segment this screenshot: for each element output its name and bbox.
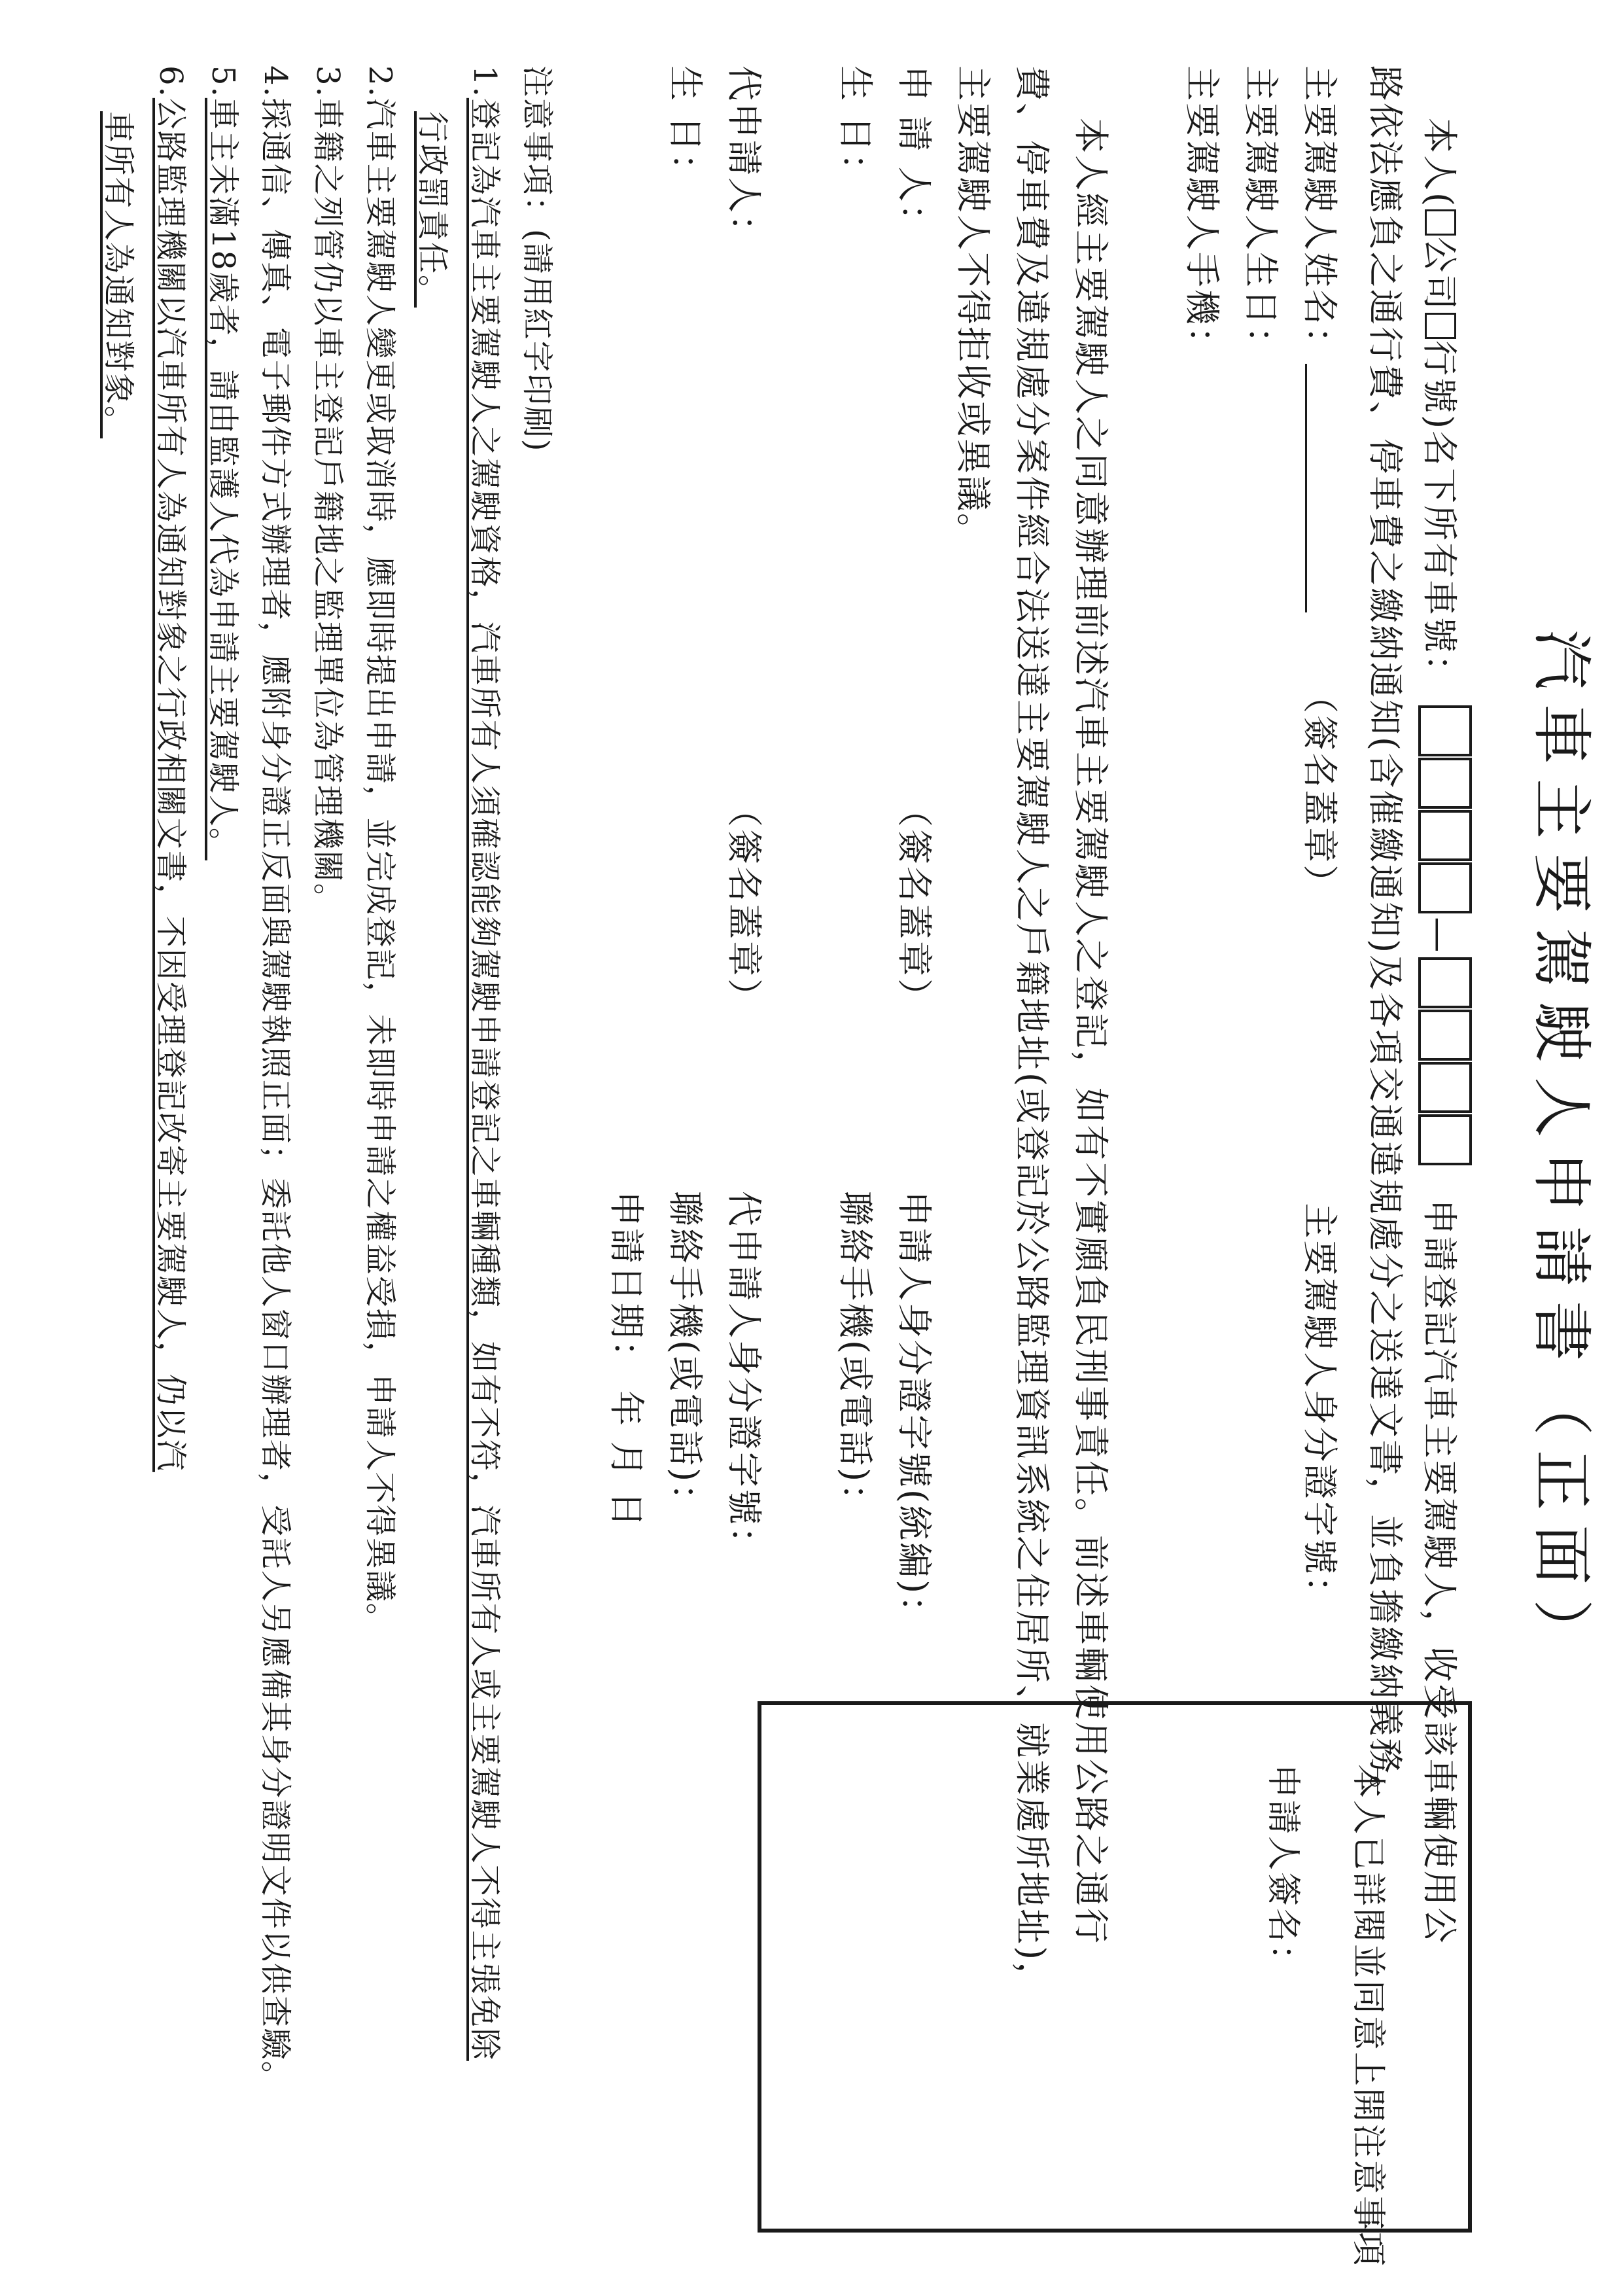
agent-birth-label: 生 日： [665,65,706,191]
company-checkbox[interactable] [1425,209,1456,236]
notes-heading: 注意事項：(請用紅字印刷) [519,65,555,453]
applicant-signature-label: 申請人簽名： [1263,1764,1302,1981]
applicant-id-label: 申請人身分證字號(統編)： [894,1191,935,1633]
applicant-sign-label: （簽名蓋章） [894,792,935,1016]
note-1-continued: 行政罰責任。 [414,111,451,308]
driver-sign-label: （簽名蓋章） [1299,678,1340,902]
form-title: 汽車主要駕駛人申請書（正面） [1526,629,1596,1674]
agent-label: 代申請人： [724,65,765,252]
note-6: 6.公路監理機關以汽車所有人為通知對象之行政相關文書，不因受理登記改寄主要駕駛人，仍以汽 [152,65,189,1472]
note-6-continued: 車所有人為通知對象。 [100,111,137,439]
intro-line-1: 本人(公司行號)名下所有車號： — 申請登記汽車主要駕駛人，收受該車輛使用公 [1417,118,1472,1945]
intro-line-2: 路依法應負之通行費、停車費之繳納通知(含催繳通知)及各項交通違規處分之送達文書，並負擔繳納義務。 [1365,65,1406,1813]
driver-name-field[interactable] [1305,364,1307,612]
consent-line-1: 本人經主要駕駛人之同意辦理前述汽車主要駕駛人之登記，如有不實願負民刑事責任。前述車輛使用公路之通行 [1070,118,1111,1945]
driver-phone-label: 主要駕駛人手機： [1181,65,1223,364]
note-5: 5.車主未滿18歲者，請由監護人代為申請主要駕駛人。 [205,65,241,860]
agent-id-label: 代申請人身分證字號： [724,1191,765,1564]
driver-id-label: 主要駕駛人身分證字號： [1299,1203,1340,1614]
driver-birth-label: 主要駕駛人生日： [1240,65,1282,364]
applicant-label: 申 請 人： [894,65,935,241]
rotated-form [79,39,1622,2269]
confirmation-text: 本人已詳閱並同意上開注意事項 [1348,1764,1387,2269]
agent-sign-label: （簽名蓋章） [724,792,765,1016]
note-2: 2.汽車主要駕駛人變更或取消時，應即時提出申請，並完成登記，未即時申請之權益受損，申請人不得異議。 [362,65,398,1636]
business-checkbox[interactable] [1425,313,1456,339]
note-1: 1.登記為汽車主要駕駛人之駕駛資格，汽車所有人須確認能夠駕駛申請登記之車輛種類，如有不符，汽車所有人或主要駕駛人不得主張免除 [466,65,503,2061]
consent-line-2: 費、停車費及違規處分案件經合法送達主要駕駛人之戶籍地址(或登記於公路監理資訊系統之住居所、就業處所地址)， [1011,65,1053,2000]
plate-number-boxes[interactable]: — [1419,705,1460,1166]
applicant-phone-label: 聯絡手機(或電話)： [835,1191,876,1521]
note-3: 3.車籍之列管仍以車主登記戶籍地之監理單位為管理機關。 [309,65,346,916]
agent-phone-label: 聯絡手機(或電話)： [665,1191,706,1521]
driver-name-row: 主要駕駛人姓名： （簽名蓋章） 主要駕駛人身分證字號： [1299,65,1340,1614]
confirmation-box [758,1701,1472,2269]
consent-line-3: 主要駕駛人不得拒收或異議。 [952,65,994,550]
note-4: 4.採通信、傳真、電子郵件方式辦理者，應附身分證正反面與駕駛執照正面；委託他人窗口辦理者，受託人另應備其身分證明文件以供查驗。 [257,65,294,2094]
application-date-label: 申請日期： 年 月 日 [606,1191,647,1529]
applicant-birth-label: 生 日： [835,65,876,191]
